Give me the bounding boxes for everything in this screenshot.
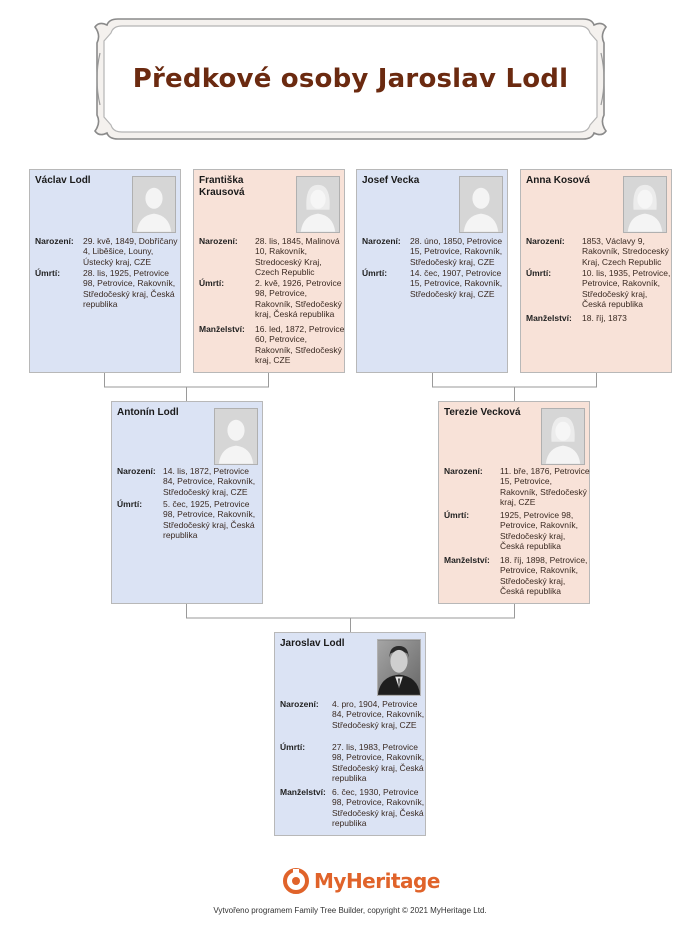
birth-label: Narození: — [362, 236, 401, 246]
birth-label: Narození: — [280, 699, 319, 709]
birth-value: 29. kvě, 1849, Dobříčany 4, Liběšice, Louny, Ústecký kraj, CZE — [83, 236, 178, 267]
birth-value: 11. bře, 1876, Petrovice 15, Petrovice, Rakovník, Středočeský kraj, CZE — [500, 466, 590, 508]
person-name: Františka Krausová — [199, 175, 245, 198]
death-label: Úmrtí: — [280, 742, 306, 752]
death-value: 14. čec, 1907, Petrovice 15, Petrovice, Rakovník, Středočeský kraj, CZE — [410, 268, 503, 299]
marriage-label: Manželství: — [526, 313, 572, 323]
marriage-label: Manželství: — [444, 555, 490, 565]
death-value: 27. lis, 1983, Petrovice 98, Petrovice, Rakovník, Středočeský kraj, Česká republika — [332, 742, 425, 784]
death-label: Úmrtí: — [199, 278, 225, 288]
person-card-vaclav-lodl[interactable] — [29, 169, 181, 373]
person-name: Antonín Lodl — [117, 407, 179, 418]
marriage-value: 18. říj, 1873 — [582, 313, 627, 323]
death-label: Úmrtí: — [35, 268, 61, 278]
birth-value: 14. lis, 1872, Petrovice 84, Petrovice, Rakovník, Středočeský kraj, CZE — [163, 466, 256, 497]
birth-label: Narození: — [117, 466, 156, 476]
female-avatar-icon — [296, 176, 340, 233]
death-value: 28. lis, 1925, Petrovice 98, Petrovice, Rakovník, Středočeský kraj, Česká republika — [83, 268, 176, 310]
death-value: 10. lis, 1935, Petrovice, Petrovice, Rakovník, Středočeský kraj, Česká republika — [582, 268, 671, 310]
myheritage-logo-icon — [283, 868, 309, 894]
marriage-label: Manželství: — [199, 324, 245, 334]
death-label: Úmrtí: — [444, 510, 470, 520]
male-avatar-icon — [459, 176, 503, 233]
birth-value: 28. lis, 1845, Malinová 10, Rakovník, Stredoceský Kraj, Czech Republic — [255, 236, 340, 278]
birth-value: 1853, Václavy 9, Rakovník, Stredoceský Kraj, Czech Republic — [582, 236, 669, 267]
portrait-photo — [377, 639, 421, 696]
death-label: Úmrtí: — [117, 499, 143, 509]
person-name: Anna Kosová — [526, 175, 590, 186]
male-avatar-icon — [132, 176, 176, 233]
person-card-josef-vecka[interactable] — [356, 169, 508, 373]
marriage-label: Manželství: — [280, 787, 326, 797]
birth-label: Narození: — [199, 236, 238, 246]
death-value: 2. kvě, 1926, Petrovice 98, Petrovice, Rakovník, Středočeský kraj, Česká republika — [255, 278, 342, 320]
myheritage-logo — [283, 868, 440, 894]
person-name: Terezie Vecková — [444, 407, 521, 418]
person-name: Jaroslav Lodl — [280, 638, 345, 649]
death-label: Úmrtí: — [526, 268, 552, 278]
person-name: Josef Vecka — [362, 175, 420, 186]
footer-copyright: Vytvořeno programem Family Tree Builder, copyright © 2021 MyHeritage Ltd. — [213, 906, 487, 915]
person-card-frantiska-krausova[interactable] — [193, 169, 345, 373]
marriage-value: 18. říj, 1898, Petrovice, Petrovice, Rakovník, Středočeský kraj, Česká republika — [500, 555, 588, 597]
person-card-terezie-veckova[interactable] — [438, 401, 590, 604]
death-value: 5. čec, 1925, Petrovice 98, Petrovice, Rakovník, Středočeský kraj, Česká republika — [163, 499, 256, 541]
person-card-antonin-lodl[interactable] — [111, 401, 263, 604]
female-avatar-icon — [541, 408, 585, 465]
person-card-jaroslav-lodl[interactable] — [274, 632, 426, 836]
birth-value: 4. pro, 1904, Petrovice 84, Petrovice, Rakovník, Středočeský kraj, CZE — [332, 699, 425, 730]
birth-label: Narození: — [35, 236, 74, 246]
female-avatar-icon — [623, 176, 667, 233]
birth-label: Narození: — [526, 236, 565, 246]
person-card-anna-kosova[interactable] — [520, 169, 672, 373]
marriage-value: 6. čec, 1930, Petrovice 98, Petrovice, Rakovník, Středočeský kraj, Česká republika — [332, 787, 425, 829]
page-title: Předkové osoby Jaroslav Lodl — [132, 64, 569, 94]
death-value: 1925, Petrovice 98, Petrovice, Rakovník, Středočeský kraj, Česká republika — [500, 510, 578, 552]
death-label: Úmrtí: — [362, 268, 388, 278]
male-avatar-icon — [214, 408, 258, 465]
brand-name: MyHeritage — [314, 869, 440, 893]
birth-label: Narození: — [444, 466, 483, 476]
birth-value: 28. úno, 1850, Petrovice 15, Petrovice, Rakovník, Středočeský kraj, CZE — [410, 236, 503, 267]
marriage-value: 16. led, 1872, Petrovice 60, Petrovice, Rakovník, Středočeský kraj, CZE — [255, 324, 345, 366]
person-name: Václav Lodl — [35, 175, 91, 186]
